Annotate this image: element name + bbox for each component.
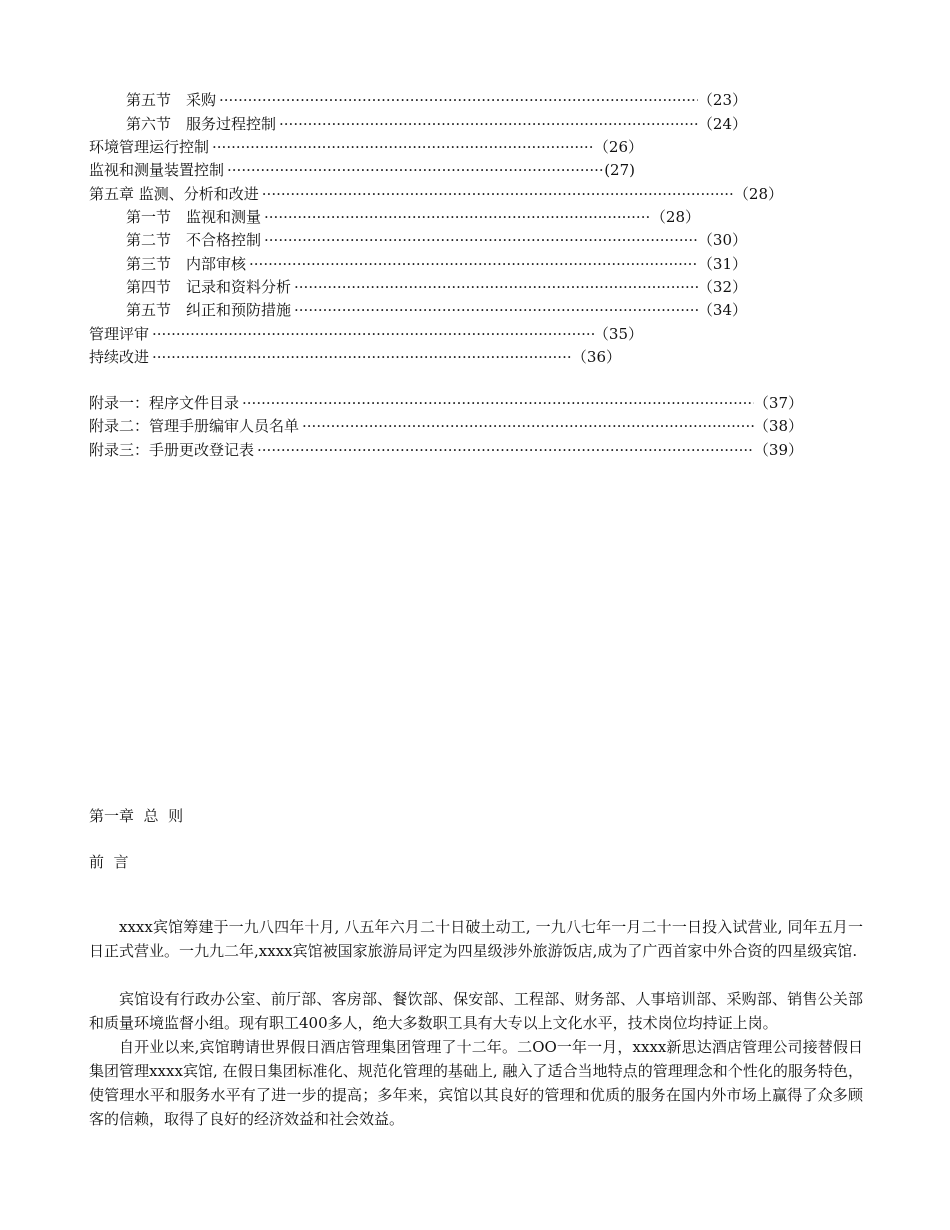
- toc-entry-page: （36）: [571, 348, 621, 366]
- appendix-page: （39）: [753, 441, 803, 459]
- toc-entry-page: （28）: [650, 208, 700, 226]
- toc-entry: [126, 89, 747, 111]
- appendix-label: 附录二：管理手册编审人员名单: [89, 417, 300, 435]
- toc-entry-page: （31）: [697, 255, 747, 273]
- toc-entry-page: （30）: [697, 231, 747, 249]
- toc-entry-label: 第五节 采购: [126, 91, 217, 109]
- leader-dots: [299, 415, 754, 437]
- toc-entry: [126, 113, 747, 135]
- appendix-entry: [89, 392, 803, 414]
- toc-entry-page: （28）: [733, 185, 783, 203]
- toc-entry: [89, 136, 643, 158]
- toc-entry: [126, 229, 747, 251]
- leader-dots: [291, 299, 698, 321]
- leader-dots: [276, 113, 698, 135]
- leader-dots: [261, 206, 651, 228]
- toc-entry-label: 第四节 记录和资料分析: [126, 278, 292, 296]
- toc-entry: [126, 253, 747, 275]
- leader-dots: [246, 253, 698, 275]
- leader-dots: [261, 229, 698, 251]
- leader-dots: [259, 183, 734, 205]
- chapter-title: 第一章 总 则: [89, 807, 184, 825]
- toc-entry: [89, 323, 643, 345]
- leader-dots: [149, 323, 594, 345]
- toc-entry: [89, 183, 783, 205]
- toc-entry-page: （35）: [593, 325, 643, 343]
- appendix-page: （38）: [753, 417, 803, 435]
- toc-entry-page: （23）: [697, 91, 747, 109]
- toc-entry-page: （24）: [697, 115, 747, 133]
- leader-dots: [209, 136, 594, 158]
- toc-entry: [89, 159, 635, 181]
- toc-entry-label: 第一节 监视和测量: [126, 208, 262, 226]
- toc-entry-label: 监视和测量装置控制: [89, 161, 225, 179]
- toc-entry-label: 第六节 服务过程控制: [126, 115, 277, 133]
- toc-entry-label: 第二节 不合格控制: [126, 231, 262, 249]
- paragraph: 自开业以来,宾馆聘请世界假日酒店管理集团管理了十二年。二OO一年一月，xxxx新思达酒店管理公司接替假日集团管理xxxx宾馆, 在假日集团标准化、规范化管理的基础上, 融入了适合当地特点的管理理念和个性化的服务特色，使管理水平和服务水平有了进一步的提高；多年来，宾馆以其良好的管理和优质的服务在国内外市场上赢得了众多顾客的信赖，取得了良好的经济效益和社会效益。: [89, 1038, 863, 1128]
- section-title: 前 言: [89, 853, 129, 871]
- leader-dots: [239, 392, 754, 414]
- leader-dots: [224, 159, 604, 181]
- toc-entry-label: 第三节 内部审核: [126, 255, 247, 273]
- toc-entry-page: （34）: [697, 301, 747, 319]
- leader-dots: [291, 276, 698, 298]
- toc-entry: [126, 299, 747, 321]
- toc-entry-page: （26）: [593, 138, 643, 156]
- appendix-label: 附录一：程序文件目录: [89, 394, 240, 412]
- leader-dots: [149, 346, 572, 368]
- toc-entry: [126, 206, 700, 228]
- toc-entry-page: (27): [604, 161, 635, 179]
- toc-entry-label: 持续改进: [89, 348, 150, 366]
- toc-entry-label: 管理评审: [89, 325, 150, 343]
- toc-entry-label: 第五节 纠正和预防措施: [126, 301, 292, 319]
- toc-entry-label: 环境管理运行控制: [89, 138, 210, 156]
- appendix-page: （37）: [753, 394, 803, 412]
- toc-entry-label: 第五章 监测、分析和改进: [89, 185, 259, 203]
- appendix-entry: [89, 415, 803, 437]
- leader-dots: [254, 439, 754, 461]
- paragraph: 宾馆设有行政办公室、前厅部、客房部、餐饮部、保安部、工程部、财务部、人事培训部、采购部、销售公关部和质量环境监督小组。现有职工400多人，绝大多数职工具有大专以上文化水平，技术岗位均持证上岗。: [89, 990, 863, 1032]
- paragraph: xxxx宾馆筹建于一九八四年十月, 八五年六月二十日破土动工, 一九八七年一月二十一日投入试营业, 同年五月一日正式营业。一九九二年,xxxx宾馆被国家旅游局评定为四星级涉外旅游饭店,成为了广西首家中外合资的四星级宾馆.: [89, 918, 863, 960]
- toc-entry-page: （32）: [697, 278, 747, 296]
- toc-entry: [89, 346, 621, 368]
- appendix-entry: [89, 439, 803, 461]
- leader-dots: [216, 89, 698, 111]
- toc-entry: [126, 276, 747, 298]
- appendix-label: 附录三：手册更改登记表: [89, 441, 255, 459]
